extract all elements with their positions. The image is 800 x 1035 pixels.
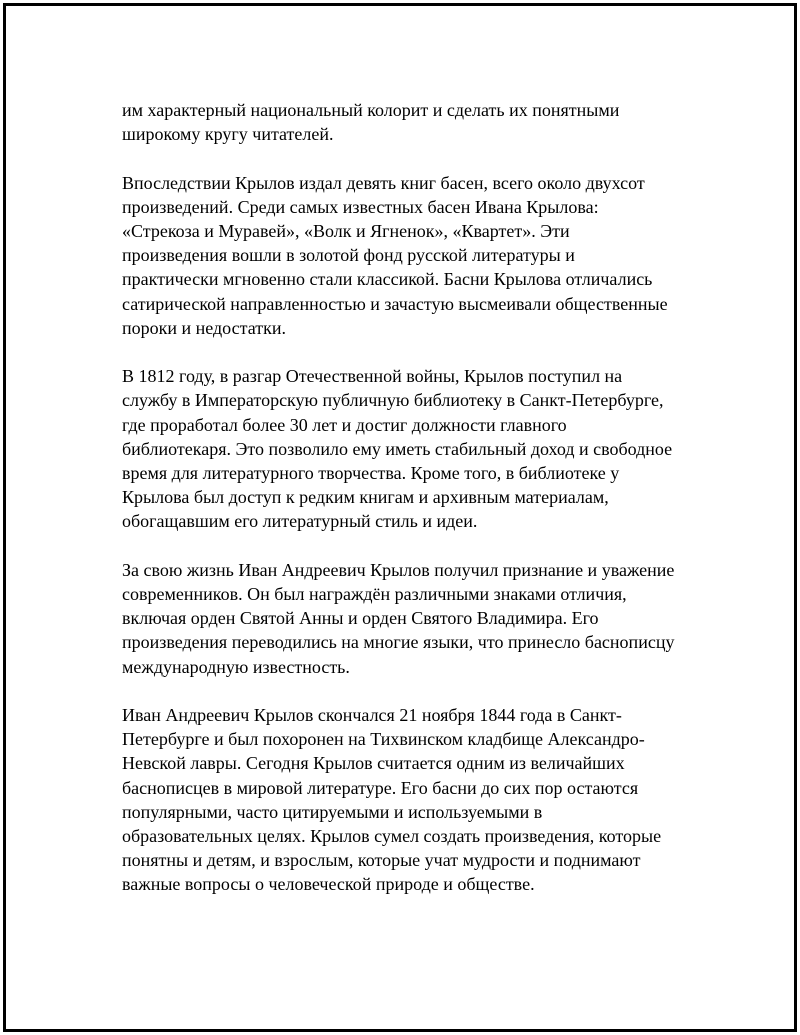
paragraph-5: Иван Андреевич Крылов скончался 21 ноября 1844 года в Санкт- Петербурге и был похоронен на Тихвинском кладбище Александро- Невской лавры. Сегодня Крылов считается одним из величайших баснописцев в мировой литературе. Его басни до сих пор остаются популярными, часто цитируемыми и используемыми в образовательных целях. Крылов сумел создать произведения, которые понятны и детям, и взрослым, которые учат мудрости и поднимают важные вопросы о человеческой природе и обществе. <box>122 705 662 895</box>
paragraph-1: им характерный национальный колорит и сделать их понятными широкому кругу читателей. <box>122 100 620 145</box>
paragraph-3: В 1812 году, в разгар Отечественной войны, Крылов поступил на службу в Императорскую публичную библиотеку в Санкт-Петербурге, где проработал более 30 лет и достиг должности главного библиотекаря. Это позволило ему иметь стабильный доход и свободное время для литературного творчества. Кроме того, в библиотеке у Крылова был доступ к редким книгам и архивным материалам, обогащавшим его литературный стиль и идеи. <box>122 366 673 532</box>
document-page <box>3 3 797 1032</box>
document-body <box>122 98 712 921</box>
paragraph-2: Впоследствии Крылов издал девять книг басен, всего около двухсот произведений. Среди самых известных басен Ивана Крылова: «Стрекоза и Муравей», «Волк и Ягненок», «Квартет». Эти произведения вошли в золотой фонд русской литературы и практически мгновенно стали классикой. Басни Крылова отличались сатирической направленностью и зачастую высмеивали общественные пороки и недостатки. <box>122 172 668 338</box>
paragraph-4: За свою жизнь Иван Андреевич Крылов получил признание и уважение современников. Он был награждён различными знаками отличия, включая орден Святой Анны и орден Святого Владимира. Его произведения переводились на многие языки, что принесло баснописцу международную известность. <box>122 559 675 677</box>
